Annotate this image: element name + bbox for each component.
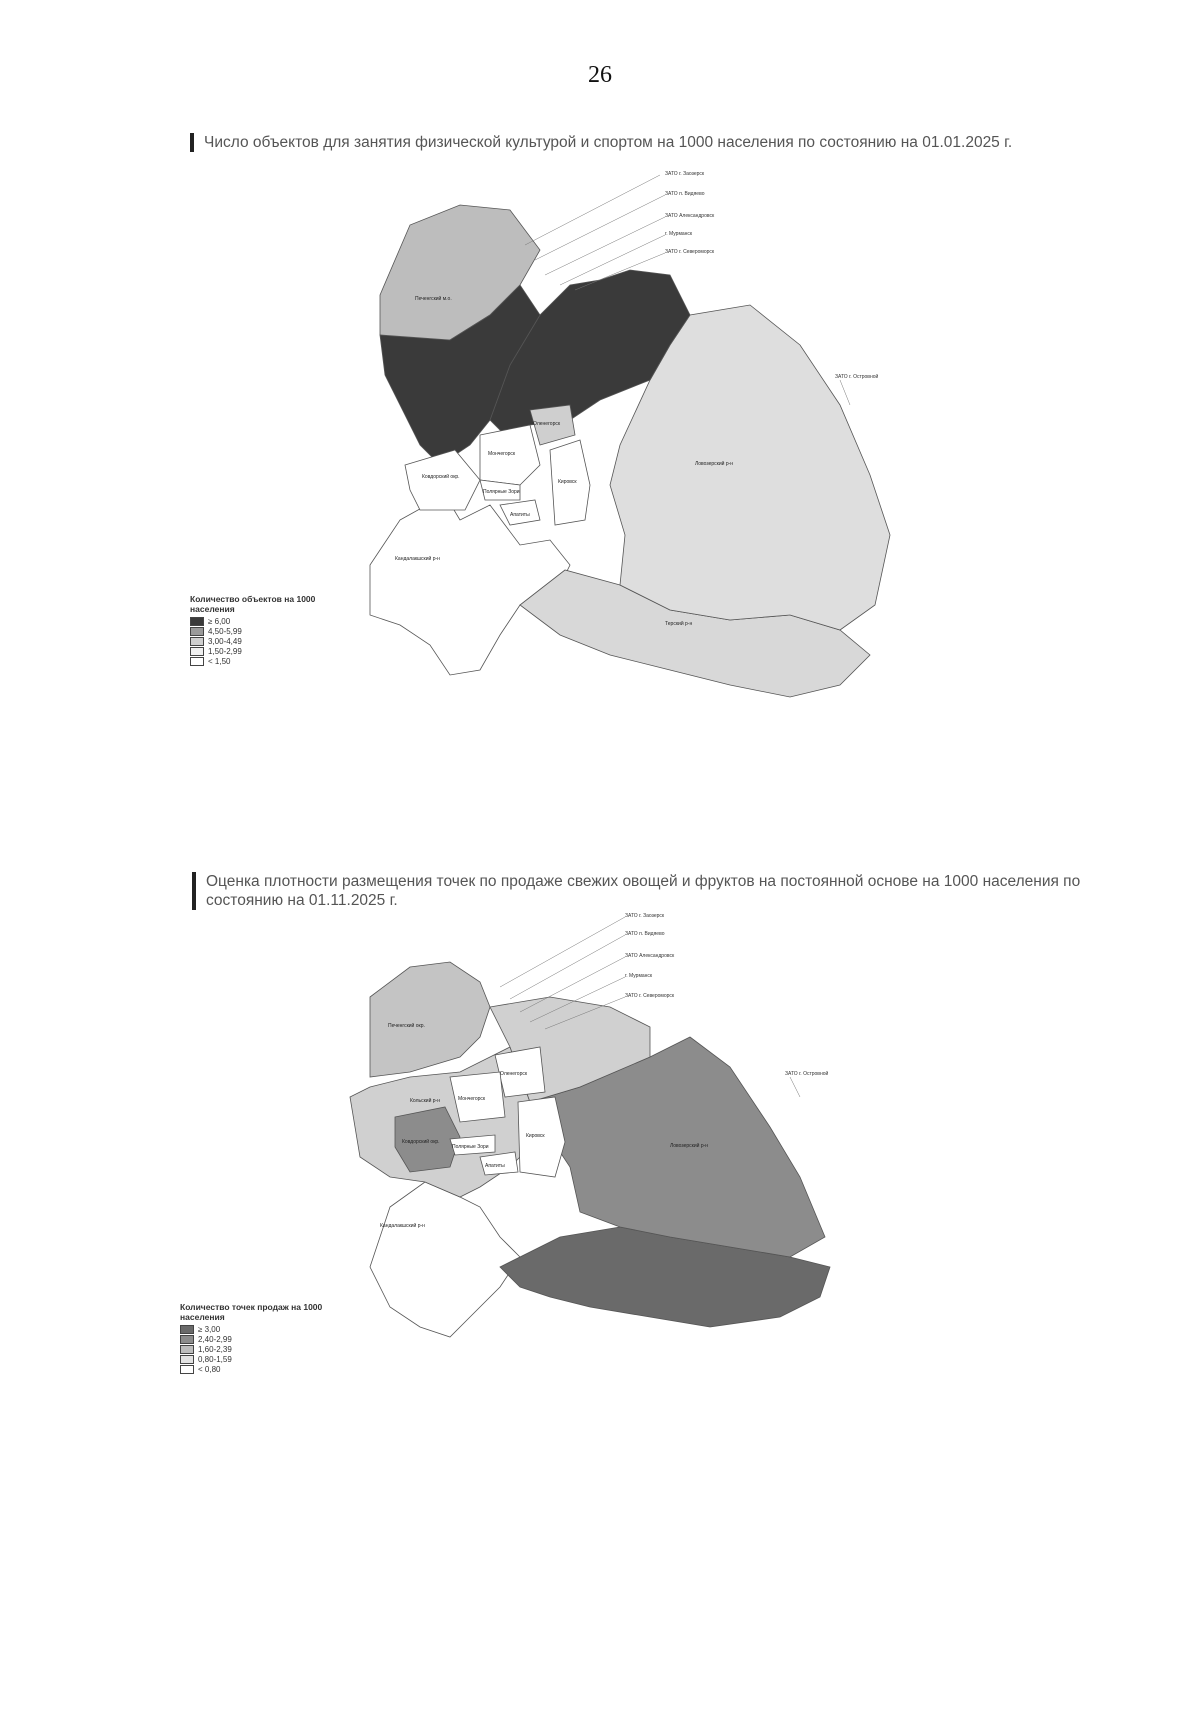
map2-region-kandalaksha <box>370 1182 520 1337</box>
map2-zato-label: г. Мурманск <box>625 973 653 979</box>
map2-label-monchegorsk: Мончегорск <box>458 1096 486 1102</box>
legend-label: < 0,80 <box>198 1364 221 1374</box>
map2-caption: Оценка плотности размещения точек по продаже свежих овощей и фруктов на постоянной основе на 1000 населения по состоянию на 01.11.2025 г. <box>192 872 1156 910</box>
map2-region-pechenga <box>370 962 490 1077</box>
legend-item <box>180 1324 340 1334</box>
map1-legend <box>190 594 350 666</box>
map2-label-apatity: Апатиты <box>485 1163 505 1169</box>
legend-item <box>190 646 350 656</box>
legend-item <box>180 1354 340 1364</box>
map1-zato-label: ЗАТО Александровск <box>665 213 715 219</box>
map1-label-monchegorsk: Мончегорск <box>488 451 516 457</box>
legend-swatch <box>190 637 204 646</box>
legend-label: < 1,50 <box>208 656 231 666</box>
map1-label-terskiy: Терский р-н <box>665 621 693 627</box>
legend-swatch <box>190 647 204 656</box>
map2-label-kandalaksha: Кандалакшский р-н <box>380 1223 425 1229</box>
legend-item <box>190 656 350 666</box>
map2-label-kirovsk: Кировск <box>526 1133 545 1139</box>
map2-label-kola: Кольский р-н <box>410 1098 440 1104</box>
map1-legend-title: Количество объектов на 1000 населения <box>190 594 316 614</box>
legend-swatch <box>180 1365 194 1374</box>
map1-label-pechenga: Печенгский м.о. <box>415 296 452 302</box>
map2-zato-ostrovnoy-label: ЗАТО г. Островной <box>785 1071 829 1077</box>
legend-item <box>190 636 350 646</box>
map1-label-lovozero: Ловозерский р-н <box>695 461 734 467</box>
map1-label-kovdor: Ковдорский окр. <box>422 474 460 480</box>
map1-caption: Число объектов для занятия физической культурой и спортом на 1000 населения по состоянию на 01.01.2025 г. <box>190 133 1164 152</box>
map1-zato-label: ЗАТО г. Заозерск <box>665 171 705 177</box>
legend-item <box>180 1364 340 1374</box>
legend-label: 0,80-1,59 <box>198 1354 232 1364</box>
map2-label-lovozero: Ловозерский р-н <box>670 1143 709 1149</box>
map2-zato-label: ЗАТО г. Североморск <box>625 993 675 999</box>
map2-label-pechenga: Печенгский окр. <box>388 1023 425 1029</box>
map1-zato-ostrovnoy-label: ЗАТО г. Островной <box>835 374 879 380</box>
map1-label-kirovsk: Кировск <box>558 479 577 485</box>
map1-zato-label: ЗАТО п. Видяево <box>665 191 705 197</box>
legend-label: 1,50-2,99 <box>208 646 242 656</box>
legend-item <box>190 616 350 626</box>
legend-label: 4,50-5,99 <box>208 626 242 636</box>
map2-zato-label: ЗАТО п. Видяево <box>625 931 665 937</box>
map2-label-polyarnye-zori: Полярные Зори <box>452 1144 489 1150</box>
map1-label-polyarnye-zori: Полярные Зори <box>483 489 520 495</box>
map2-legend <box>180 1302 340 1374</box>
legend-swatch <box>190 617 204 626</box>
legend-label: 2,40-2,99 <box>198 1334 232 1344</box>
legend-swatch <box>180 1355 194 1364</box>
legend-label: ≥ 6,00 <box>208 616 231 626</box>
legend-label: 1,60-2,39 <box>198 1344 232 1354</box>
map1-label-kandalaksha: Кандалакшский р-н <box>395 556 440 562</box>
legend-item <box>180 1334 340 1344</box>
map1-region-kandalaksha <box>370 495 570 675</box>
map2-choropleth <box>350 907 970 1407</box>
map1-label-olenegorsk: Оленегорск <box>533 421 561 427</box>
legend-swatch <box>190 627 204 636</box>
legend-swatch <box>180 1325 194 1334</box>
map1-zato-label: г. Мурманск <box>665 231 693 237</box>
map2-label-kovdor: Ковдорский окр. <box>402 1139 440 1145</box>
map2-zato-label: ЗАТО Александровск <box>625 953 675 959</box>
map2-label-olenegorsk: Оленегорск <box>500 1071 528 1077</box>
map1-zato-label: ЗАТО г. Североморск <box>665 249 715 255</box>
map2-zato-label: ЗАТО г. Заозерск <box>625 913 665 919</box>
legend-item <box>180 1344 340 1354</box>
legend-item <box>190 626 350 636</box>
map2-legend-title: Количество точек продаж на 1000 населения <box>180 1302 323 1322</box>
legend-label: ≥ 3,00 <box>198 1324 221 1334</box>
map1-label-apatity: Апатиты <box>510 512 530 518</box>
legend-swatch <box>180 1345 194 1354</box>
legend-label: 3,00-4,49 <box>208 636 242 646</box>
map1-region-kovdor <box>405 450 480 510</box>
legend-swatch <box>180 1335 194 1344</box>
page-number: 26 <box>588 62 612 88</box>
legend-swatch <box>190 657 204 666</box>
map1-choropleth <box>370 165 990 705</box>
